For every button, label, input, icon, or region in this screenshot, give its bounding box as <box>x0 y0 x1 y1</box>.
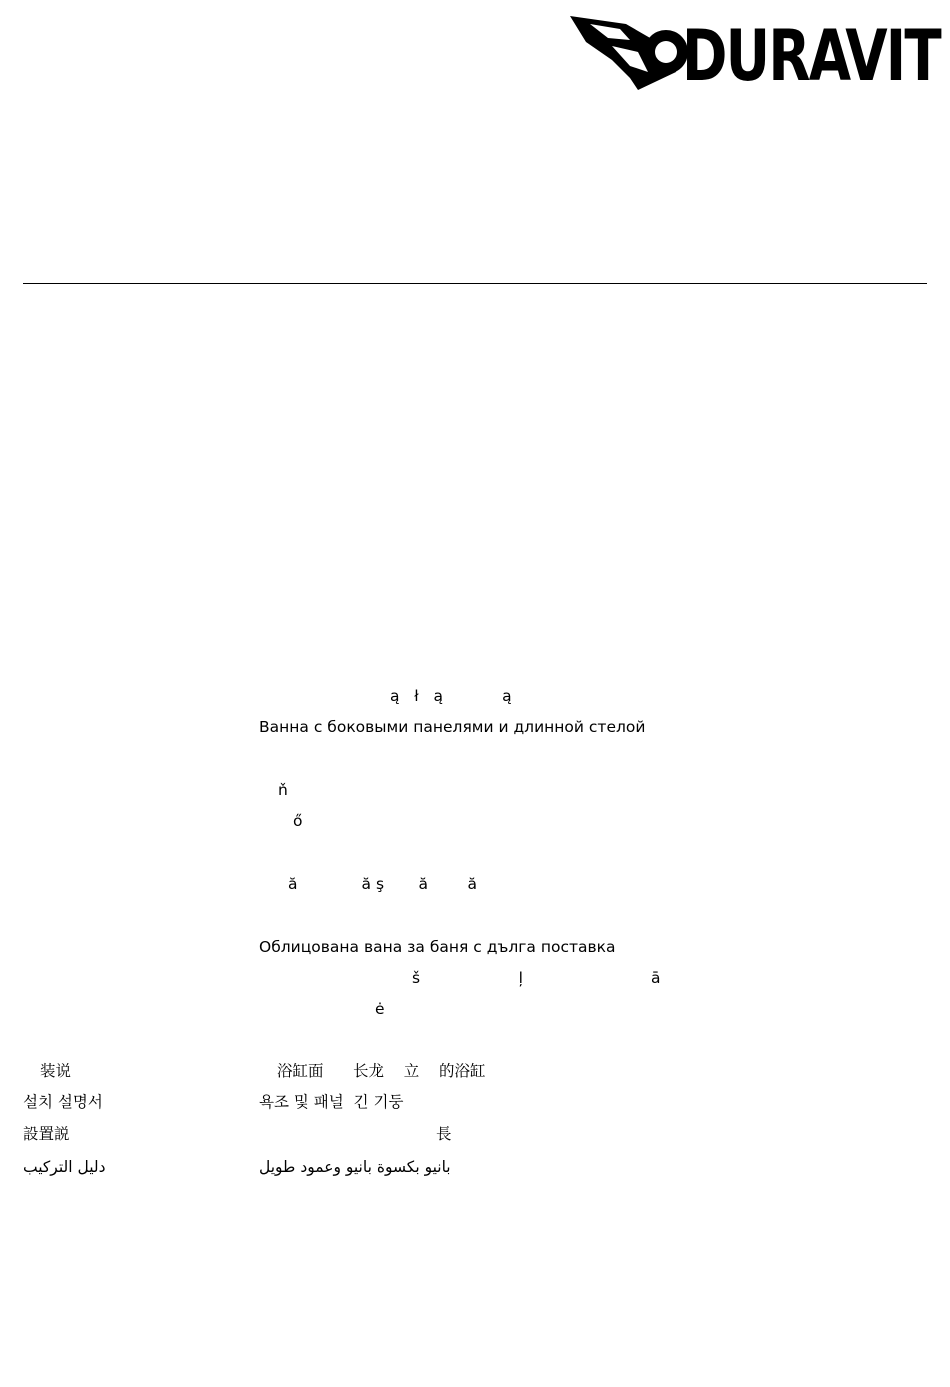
title-romanian: ă ă ş ă ă <box>288 875 477 893</box>
label-arabic: دليل التركيب <box>23 1158 106 1176</box>
title-latvian: š ļ ā <box>412 969 661 987</box>
label-japanese: 設置説 <box>23 1125 70 1143</box>
title-lithuanian: ė <box>375 1000 385 1018</box>
label-korean: 설치 설명서 <box>23 1093 103 1111</box>
label-chinese: 装说 <box>40 1062 72 1080</box>
title-arabic: بانيو بكسوة بانيو وعمود طويل <box>259 1158 451 1176</box>
horizontal-divider <box>23 283 927 284</box>
title-czech: ň <box>278 781 288 799</box>
title-bulgarian: Облицована вана за баня с дълга поставка <box>259 938 616 956</box>
title-japanese: 長 <box>436 1125 452 1143</box>
title-chinese: 浴缸面 长龙 立 的浴缸 <box>277 1062 486 1080</box>
title-korean: 욕조 및 패널 긴 기둥 <box>259 1093 404 1111</box>
title-polish: ą ł ą ą <box>390 687 512 705</box>
logo-bird-icon <box>570 16 688 90</box>
title-hungarian: ő <box>293 812 303 830</box>
title-russian: Ванна с боковыми панелями и длинной стелой <box>259 718 646 736</box>
duravit-logo <box>568 2 942 97</box>
logo-wordmark: DURAVIT <box>682 15 942 97</box>
